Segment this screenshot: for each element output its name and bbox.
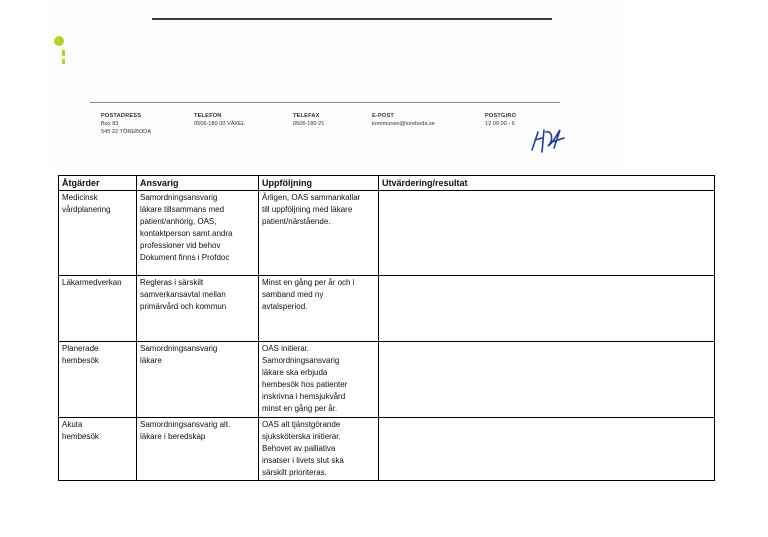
- cell-line: insatser i livets slut ska: [262, 456, 344, 465]
- handwritten-signature: [530, 126, 566, 154]
- cell-utvardering: [379, 276, 715, 342]
- cell-ansvarig: [137, 418, 259, 481]
- cell-ansvarig: [137, 191, 259, 276]
- contact-value: kommunen@toreboda.se: [372, 121, 435, 127]
- cell-line: Behovet av palliativa: [262, 444, 336, 453]
- cell-line: Samordningsansvarig: [262, 356, 340, 365]
- cell-line: vårdplanering: [62, 205, 111, 214]
- cell-uppfoljning: [259, 276, 379, 342]
- cell-ansvarig: [137, 276, 259, 342]
- municipality-logo-fragment: [53, 36, 67, 66]
- cell-utvardering: [379, 418, 715, 481]
- action-plan-table: [58, 175, 715, 481]
- cell-line: patient/närstående.: [262, 217, 331, 226]
- cell-line: Planerade: [62, 344, 99, 353]
- cell-line: läkare: [140, 356, 162, 365]
- cell-line: patient/anhörig, OAS,: [140, 217, 217, 226]
- contact-value: 12 09 00 - 6: [485, 121, 515, 127]
- table-row: [59, 342, 715, 418]
- cell-line: OAS initierar.: [262, 344, 310, 353]
- cell-line: Läkarmedverkan: [62, 278, 122, 287]
- contact-value: Box 83: [101, 121, 119, 127]
- table-row: [59, 276, 715, 342]
- cell-line: avtalsperiod.: [262, 302, 308, 311]
- cell-atgarder: [59, 276, 137, 342]
- cell-atgarder: [59, 342, 137, 418]
- contact-label: E-POST: [372, 113, 395, 119]
- cell-atgarder: [59, 418, 137, 481]
- table-row: [59, 418, 715, 481]
- cell-line: hembesök: [62, 356, 99, 365]
- letterhead-footer-rule: [90, 102, 560, 103]
- letterhead-top-rule: [152, 18, 552, 20]
- contact-column: [372, 112, 435, 128]
- header-ansvarig: Ansvarig: [137, 176, 259, 191]
- table-header-row: [59, 176, 715, 191]
- cell-line: läkare tillsammans med: [140, 205, 225, 214]
- contact-column: [485, 112, 516, 128]
- cell-line: Årligen, OAS sammankallar: [262, 193, 361, 202]
- contact-value: 545 22 TÖREBODA: [101, 129, 151, 135]
- cell-utvardering: [379, 191, 715, 276]
- cell-line: samverkansavtal mellan: [140, 290, 226, 299]
- cell-line: till uppföljning med läkare: [262, 205, 353, 214]
- cell-uppfoljning: [259, 418, 379, 481]
- cell-ansvarig: [137, 342, 259, 418]
- cell-line: inskrivna i hemsjukvård: [262, 392, 346, 401]
- cell-line: hembesök: [62, 432, 99, 441]
- contact-value: 0506-180 00 VÄXEL: [194, 121, 246, 127]
- cell-line: Medicinsk: [62, 193, 98, 202]
- contact-label: POSTGIRO: [485, 113, 517, 119]
- header-uppfoljning: Uppföljning: [259, 176, 379, 191]
- cell-line: professioner vid behov: [140, 241, 221, 250]
- cell-line: Dokument finns i Profdoc: [140, 253, 230, 262]
- cell-line: läkare ska erbjuda: [262, 368, 328, 377]
- cell-uppfoljning: [259, 342, 379, 418]
- cell-line: Samordningsansvarig: [140, 193, 218, 202]
- contact-column: [194, 112, 245, 128]
- contact-column: [101, 112, 151, 136]
- contact-column: [293, 112, 324, 128]
- contact-label: POSTADRESS: [101, 113, 142, 119]
- contact-value: 0506-180 21: [293, 121, 325, 127]
- cell-utvardering: [379, 342, 715, 418]
- cell-line: hembesök hos patienter: [262, 380, 348, 389]
- cell-line: sjuksköterska initierar.: [262, 432, 341, 441]
- cell-line: primärvård och kommun: [140, 302, 227, 311]
- cell-line: läkare i beredskap: [140, 432, 206, 441]
- cell-line: minst en gång per år.: [262, 404, 338, 413]
- header-atgarder: Åtgärder: [59, 176, 137, 191]
- cell-line: Akuta: [62, 420, 83, 429]
- contact-label: TELEFON: [194, 113, 222, 119]
- header-utvardering: Utvärdering/resultat: [379, 176, 715, 191]
- contact-label: TELEFAX: [293, 113, 320, 119]
- cell-line: Minst en gång per år och i: [262, 278, 355, 287]
- cell-line: samband med ny: [262, 290, 324, 299]
- cell-line: Regleras i särskilt: [140, 278, 204, 287]
- cell-line: särskilt prioriteras.: [262, 468, 327, 477]
- cell-line: Samordningsansvarig: [140, 344, 218, 353]
- cell-atgarder: [59, 191, 137, 276]
- cell-line: kontaktperson samt andra: [140, 229, 233, 238]
- cell-line: Samordningsansvarig alt.: [140, 420, 231, 429]
- cell-line: OAS alt tjänstgörande: [262, 420, 341, 429]
- table-row: [59, 191, 715, 276]
- cell-uppfoljning: [259, 191, 379, 276]
